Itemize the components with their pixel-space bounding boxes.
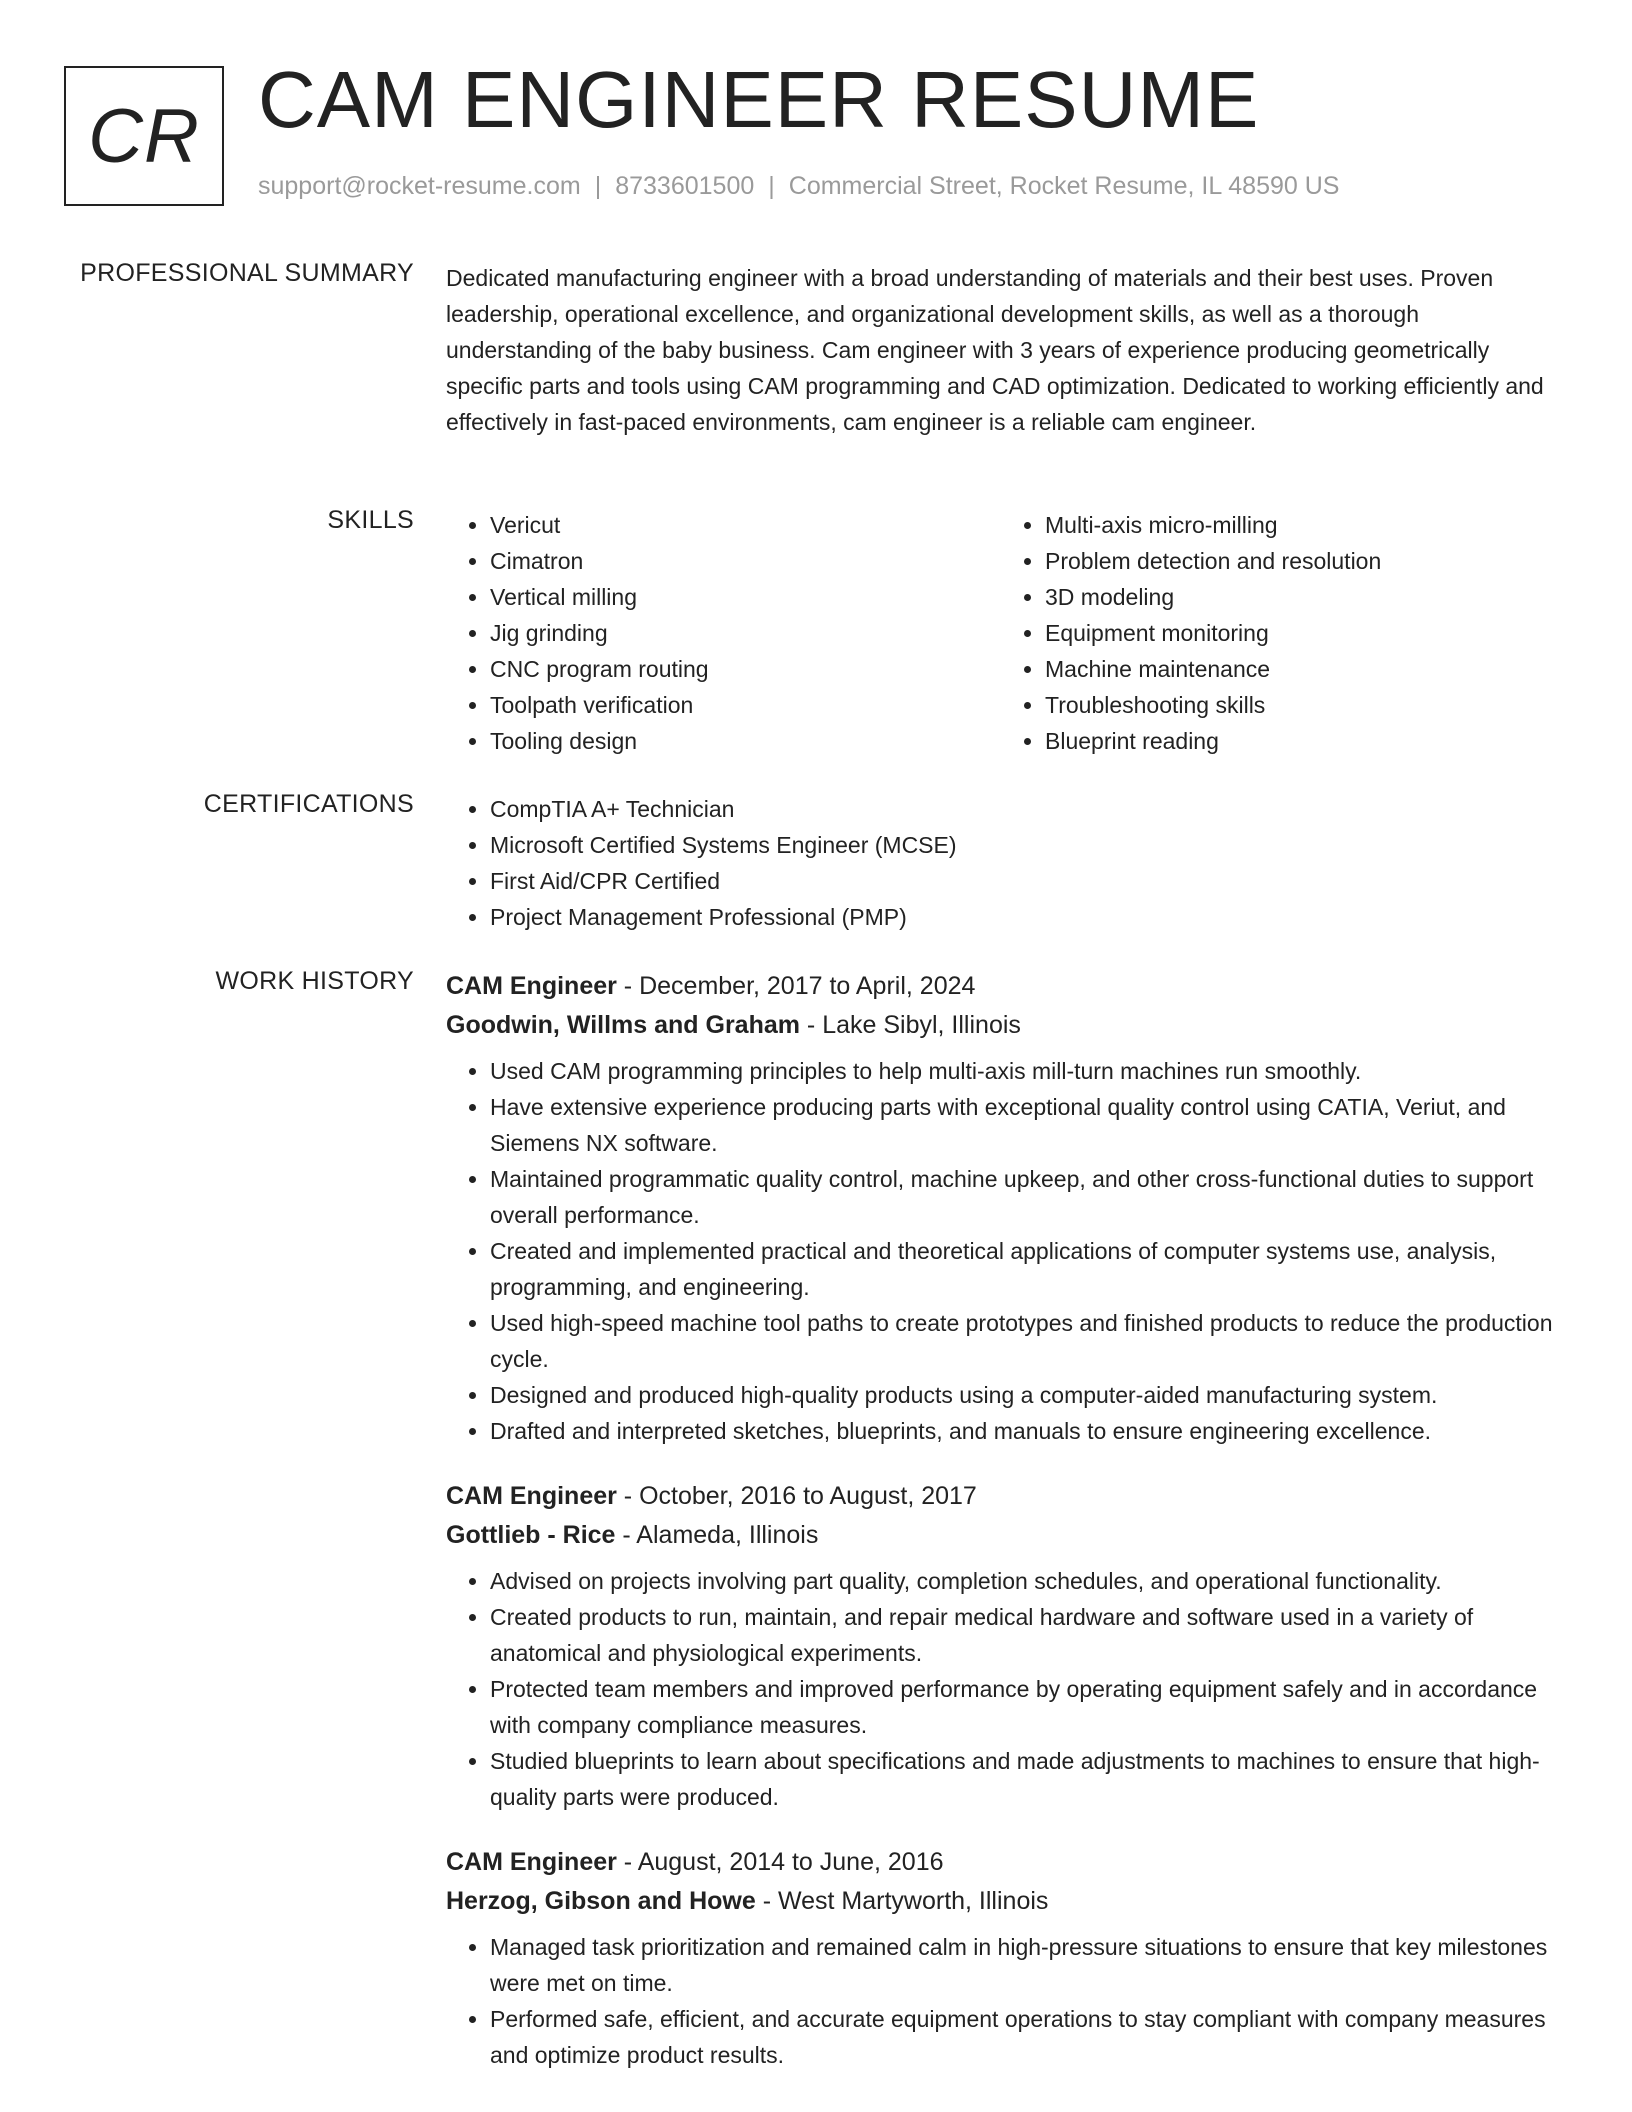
skills-body	[446, 507, 1556, 759]
certifications-list	[446, 791, 1556, 935]
job-duties-list	[446, 1563, 1556, 1815]
certification-item: • First Aid/CPR Certified	[490, 863, 1556, 899]
job-duty-item: • Designed and produced high-quality products using a computer-aided manufacturing system.	[490, 1377, 1556, 1413]
job-duty-item: • Created products to run, maintain, and repair medical hardware and software used in a variety of anatomical and physiological experiments.	[490, 1599, 1556, 1671]
job-company: Herzog, Gibson and Howe	[446, 1887, 756, 1915]
job-company-line	[446, 1516, 1556, 1555]
job-dates: - October, 2016 to August, 2017	[616, 1482, 977, 1510]
certification-item: • CompTIA A+ Technician	[490, 791, 1556, 827]
contact-address: Commercial Street, Rocket Resume, IL 48590 US	[788, 172, 1340, 200]
job-duty-item: • Performed safe, efficient, and accurate equipment operations to stay compliant with company measures and optimize product results.	[490, 2001, 1556, 2073]
skill-item: • Problem detection and resolution	[1045, 543, 1556, 579]
skills-list-right	[1001, 507, 1556, 759]
certifications-body	[446, 791, 1556, 935]
skill-item: • Machine maintenance	[1045, 651, 1556, 687]
certifications-heading: CERTIFICATIONS	[203, 790, 414, 818]
job-location: - West Martyworth, Illinois	[755, 1887, 1049, 1915]
contact-email[interactable]: support@rocket-resume.com	[258, 172, 581, 200]
job-title-line	[446, 1843, 1556, 1882]
job-duty-item: • Studied blueprints to learn about specifications and made adjustments to machines to ensure that high-quality parts were produced.	[490, 1743, 1556, 1815]
certification-item: • Microsoft Certified Systems Engineer (MCSE)	[490, 827, 1556, 863]
skill-item: • Troubleshooting skills	[1045, 687, 1556, 723]
job-duty-item: • Created and implemented practical and theoretical applications of computer systems use, analysis, programming, and engineering.	[490, 1233, 1556, 1305]
job-company-line	[446, 1006, 1556, 1045]
skill-item: • Toolpath verification	[490, 687, 1001, 723]
skill-item: • Multi-axis micro-milling	[1045, 507, 1556, 543]
skills-heading: SKILLS	[327, 506, 414, 534]
contact-separator: |	[768, 172, 775, 200]
skill-item: • Tooling design	[490, 723, 1001, 759]
skill-item: • CNC program routing	[490, 651, 1001, 687]
job-title: CAM Engineer	[446, 972, 617, 1000]
job-duty-item: • Maintained programmatic quality control, machine upkeep, and other cross-functional duties to support overall performance.	[490, 1161, 1556, 1233]
job-entry	[446, 1843, 1556, 2073]
skill-item: • Vericut	[490, 507, 1001, 543]
page-title: CAM ENGINEER RESUME	[258, 55, 1260, 144]
job-duty-item: • Used high-speed machine tool paths to create prototypes and finished products to reduce the production cycle.	[490, 1305, 1556, 1377]
job-duty-item: • Advised on projects involving part quality, completion schedules, and operational functionality.	[490, 1563, 1556, 1599]
job-entry	[446, 967, 1556, 1449]
summary-heading: PROFESSIONAL SUMMARY	[80, 259, 414, 287]
work-history-heading: WORK HISTORY	[215, 967, 414, 995]
job-duty-item: • Have extensive experience producing parts with exceptional quality control using CATIA, Veriut, and Siemens NX software.	[490, 1089, 1556, 1161]
job-duties-list	[446, 1929, 1556, 2073]
job-location: - Lake Sibyl, Illinois	[799, 1011, 1021, 1039]
job-entry	[446, 1477, 1556, 1815]
skill-item: • Cimatron	[490, 543, 1001, 579]
contact-phone[interactable]: 8733601500	[615, 172, 755, 200]
job-duty-item: • Protected team members and improved performance by operating equipment safely and in accordance with company compliance measures.	[490, 1671, 1556, 1743]
contact-separator: |	[594, 172, 602, 200]
skill-item: • Equipment monitoring	[1045, 615, 1556, 651]
skill-item: • Jig grinding	[490, 615, 1001, 651]
skill-item: • Vertical milling	[490, 579, 1001, 615]
job-duty-item: • Used CAM programming principles to help multi-axis mill-turn machines run smoothly.	[490, 1053, 1556, 1089]
summary-text: Dedicated manufacturing engineer with a broad understanding of materials and their best uses. Proven leadership, operational excellence, and organizational development skills, as well as a thorough understanding of the baby business. Cam engineer with 3 years of experience producing geometrically specific parts and tools using CAM programming and CAD optimization. Dedicated to working efficiently and effectively in fast-paced environments, cam engineer is a reliable cam engineer.	[446, 265, 1544, 435]
skills-list-left	[446, 507, 1001, 759]
job-location: - Alameda, Illinois	[615, 1521, 819, 1549]
job-duty-item: • Managed task prioritization and remained calm in high-pressure situations to ensure that key milestones were met on time.	[490, 1929, 1556, 2001]
job-title: CAM Engineer	[446, 1848, 617, 1876]
job-title-line	[446, 967, 1556, 1006]
summary-body	[446, 260, 1556, 440]
job-title: CAM Engineer	[446, 1482, 617, 1510]
job-duty-item: • Drafted and interpreted sketches, blueprints, and manuals to ensure engineering excellence.	[490, 1413, 1556, 1449]
job-dates: - December, 2017 to April, 2024	[616, 972, 976, 1000]
skill-item: • Blueprint reading	[1045, 723, 1556, 759]
job-company-line	[446, 1882, 1556, 1921]
job-company: Goodwin, Willms and Graham	[446, 1011, 800, 1039]
contact-line	[258, 172, 1339, 201]
work-history-body	[446, 967, 1556, 2101]
skill-item: • 3D modeling	[1045, 579, 1556, 615]
job-dates: - August, 2014 to June, 2016	[616, 1848, 944, 1876]
job-duties-list	[446, 1053, 1556, 1449]
job-title-line	[446, 1477, 1556, 1516]
job-company: Gottlieb - Rice	[446, 1521, 616, 1549]
monogram-logo: CR	[64, 66, 224, 206]
certification-item: • Project Management Professional (PMP)	[490, 899, 1556, 935]
